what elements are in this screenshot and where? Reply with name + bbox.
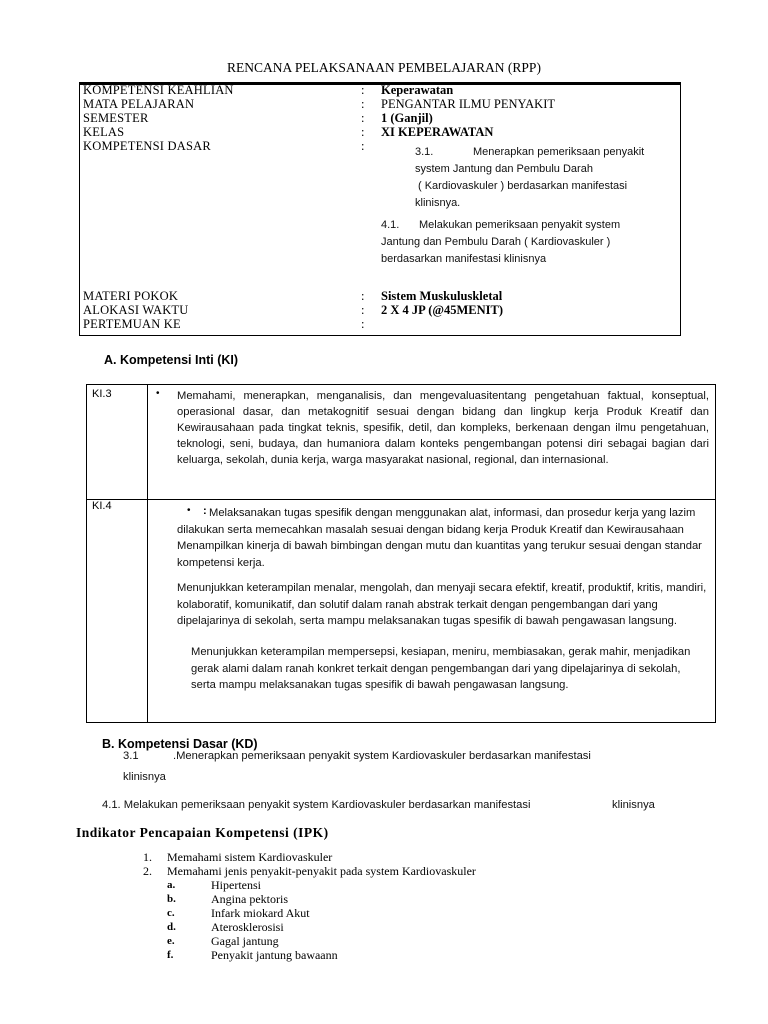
document-title: RENCANA PELAKSANAAN PEMBELAJARAN (RPP) (227, 60, 541, 75)
ipk-heading: Indikator Pencapaian Kompetensi (IPK) (76, 825, 329, 840)
label-pertemuan-ke: PERTEMUAN KE (83, 317, 181, 331)
ipk-subitem: Angina pektoris (211, 892, 288, 906)
label-kelas: KELAS (83, 125, 125, 139)
label-kompetensi-keahlian: KOMPETENSI KEAHLIAN (83, 83, 234, 97)
value-kompetensi-keahlian: Keperawatan (381, 83, 454, 97)
ipk-subitem-marker: a. (167, 879, 176, 891)
ipk-subitem-marker: e. (167, 935, 175, 947)
colon: : (361, 139, 365, 153)
ipk-subitem: Aterosklerosisi (211, 920, 284, 934)
value-kelas: XI KEPERAWATAN (381, 125, 494, 139)
ipk-item-number: 1. (143, 850, 152, 864)
kd-3-1-line: system Jantung dan Pembulu Darah (415, 163, 593, 175)
kd-4-1-number: 4.1. (381, 219, 400, 231)
ipk-subitem: Hipertensi (211, 878, 261, 892)
kd-4-1-line: Jantung dan Pembulu Darah ( Kardiovaskuler ) (381, 236, 611, 248)
section-a-heading: A. Kompetensi Inti (KI) (104, 353, 239, 367)
kd-3-1-number: 3.1 (123, 750, 139, 762)
ki4-paragraph-1: Melaksanakan tugas spesifik dengan menggunakan alat, informasi, dan prosedur kerja yang lazim dilakukan serta memecahkan masalah sesuai dengan bidang kerja Produk Kreatif dan Kewirausahaan Menampilkan kinerja di bawah bimbingan dengan mutu dan kuantitas yang terukur sesuai dengan standar kompetensi kerja. (177, 507, 702, 569)
value-alokasi-waktu: 2 X 4 JP (@45MENIT) (381, 303, 504, 317)
label-kompetensi-dasar: KOMPETENSI DASAR (83, 139, 211, 153)
colon: : (361, 303, 365, 317)
ipk-item: Memahami jenis penyakit-penyakit pada system Kardiovaskuler (167, 864, 476, 878)
label-materi-pokok: MATERI POKOK (83, 289, 179, 303)
ki3-label: KI.3 (92, 388, 112, 400)
ipk-subitem-marker: d. (167, 921, 176, 933)
bullet-icon: • (156, 388, 160, 399)
kd-3-1-line: ( Kardiovaskuler ) berdasarkan manifestasi (418, 180, 628, 192)
kd-3-1-text: .Menerapkan pemeriksaan penyakit system Kardiovaskuler berdasarkan manifestasi (173, 750, 591, 762)
kd-3-1-line: Menerapkan pemeriksaan penyakit (473, 146, 645, 158)
label-mata-pelajaran: MATA PELAJARAN (83, 97, 195, 111)
ipk-subitem-marker: f. (167, 949, 174, 961)
ipk-subitem: Gagal jantung (211, 934, 279, 948)
ipk-subitem-marker: c. (167, 907, 175, 919)
kd-4-1-line: berdasarkan manifestasi klinisnya (381, 253, 547, 265)
kd-4-1-tail: klinisnya (612, 799, 655, 811)
ki4-paragraph-2: Menunjukkan keterampilan menalar, mengolah, dan menyaji secara efektif, kreatif, produktif, kritis, mandiri, kolaboratif, komunikatif, dan solutif dalam ranah abstrak terkait dengan pengembangan dari yang dipelajarinya di sekolah, serta mampu melaksanakan tugas spesifik di bawah pengawasan langsung. (177, 582, 707, 627)
colon: : (361, 317, 365, 331)
colon: : (361, 125, 365, 139)
kd-3-1-line: klinisnya. (415, 197, 461, 209)
ki4-paragraph-3: Menunjukkan keterampilan mempersepsi, kesiapan, meniru, membiasakan, gerak mahir, menjadikan gerak alami dalam ranah konkret terkait dengan pengembangan dari yang dipelajarinya di sekolah, serta mampu melaksanakan tugas spesifik di bawah pengawasan langsung. (191, 646, 691, 691)
colon: : (361, 83, 365, 97)
ki-table-row-divider (87, 499, 715, 500)
section-b-heading: B. Kompetensi Dasar (KD) (102, 737, 258, 751)
ki4-label: KI.4 (92, 500, 112, 512)
ipk-subitem-marker: b. (167, 893, 176, 905)
ki-table-column-divider (147, 385, 148, 722)
ki3-text: Memahami, menerapkan, menganalisis, dan mengevaluasitentang pengetahuan faktual, konseptual, operasional dasar, dan metakognitif sesuai dengan bidang dan lingkup kerja Produk Kreatif dan Kewirausahaan pada tingkat teknis, spesifik, detil, dan kompleks, berkenaan dengan ilmu pengetahuan, teknologi, seni, budaya, dan humaniora dalam konteks pengembangan potensi diri sebagai bagian dari keluarga, sekolah, dunia kerja, warga masyarakat nasional, regional, dan internasional. (177, 390, 709, 466)
kd-4-1-line: Melakukan pemeriksaan penyakit system (419, 219, 621, 231)
kd-3-1-continuation: klinisnya (123, 771, 166, 783)
label-semester: SEMESTER (83, 111, 149, 125)
colon: : (361, 97, 365, 111)
ipk-item: Memahami sistem Kardiovaskuler (167, 850, 333, 864)
label-alokasi-waktu: ALOKASI WAKTU (83, 303, 189, 317)
ipk-subitem: Infark miokard Akut (211, 906, 310, 920)
kd-3-1-number: 3.1. (415, 146, 434, 158)
colon: : (361, 111, 365, 125)
ipk-subitem: Penyakit jantung bawaann (211, 948, 338, 962)
value-semester: 1 (Ganjil) (381, 111, 433, 125)
kd-4-1-text: 4.1. Melakukan pemeriksaan penyakit system Kardiovaskuler berdasarkan manifestasi (102, 799, 531, 811)
ki4-colon: : (203, 505, 207, 517)
bullet-icon: • (187, 505, 191, 516)
ipk-item-number: 2. (143, 864, 152, 878)
value-materi-pokok: Sistem Muskuluskletal (381, 289, 503, 303)
value-mata-pelajaran: PENGANTAR ILMU PENYAKIT (381, 97, 555, 111)
colon: : (361, 289, 365, 303)
